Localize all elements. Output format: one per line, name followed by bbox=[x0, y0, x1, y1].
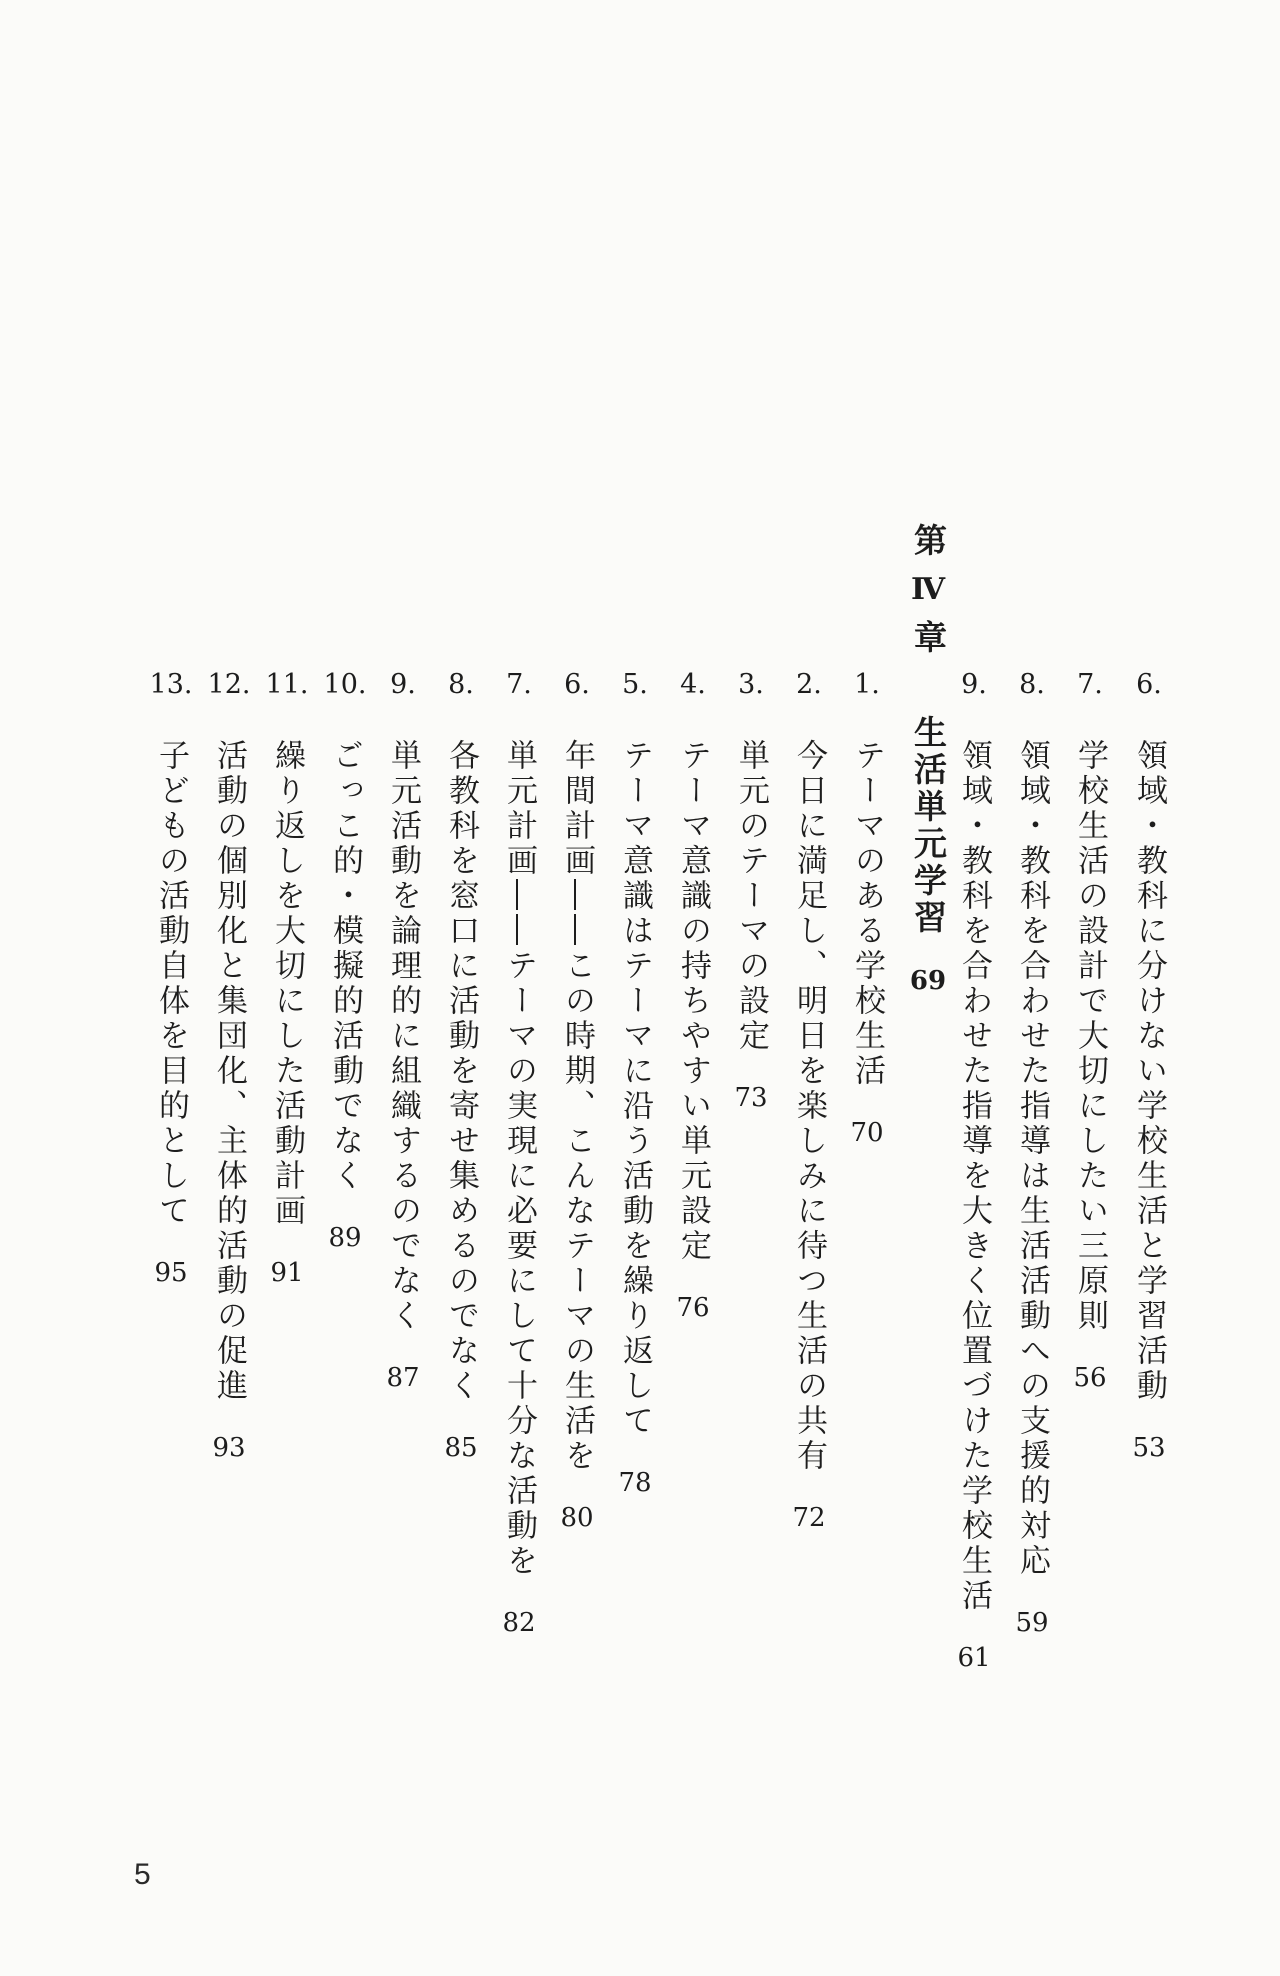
item-title: 繰り返しを大切にした活動計画 bbox=[269, 739, 305, 1229]
item-page: 59 bbox=[1015, 1608, 1049, 1638]
toc-item bbox=[722, 655, 782, 1955]
item-number: 6. bbox=[564, 669, 590, 700]
toc-item bbox=[1061, 655, 1121, 1955]
item-page: 53 bbox=[1132, 1433, 1166, 1463]
toc-item bbox=[664, 655, 724, 1955]
item-title: 活動の個別化と集団化、主体的活動の促進 bbox=[211, 739, 247, 1404]
item-page: 73 bbox=[734, 1083, 768, 1113]
item-number: 7. bbox=[1077, 669, 1103, 700]
toc-item bbox=[316, 655, 376, 1955]
toc-item bbox=[374, 655, 434, 1955]
toc-item bbox=[490, 655, 550, 1955]
item-page: 85 bbox=[444, 1433, 478, 1463]
item-page: 78 bbox=[618, 1468, 652, 1498]
item-page: 93 bbox=[212, 1433, 246, 1463]
item-title: 各教科を窓口に活動を寄せ集めるのでなく bbox=[443, 739, 479, 1404]
chapter-label: 第 bbox=[909, 523, 948, 560]
item-number: 9. bbox=[961, 669, 987, 700]
item-page: 72 bbox=[792, 1503, 826, 1533]
item-page: 82 bbox=[502, 1608, 536, 1638]
item-page: 91 bbox=[270, 1258, 304, 1288]
chapter-label: 章 bbox=[909, 620, 948, 657]
item-page: 56 bbox=[1073, 1363, 1107, 1393]
item-title: 領域・教科を合わせた指導は生活活動への支援的対応 bbox=[1014, 739, 1050, 1579]
item-title: テーマ意識はテーマに沿う活動を繰り返して bbox=[617, 739, 653, 1439]
toc-item bbox=[548, 655, 608, 1955]
chapter-roman-numeral: Ⅳ bbox=[910, 572, 946, 607]
item-page: 61 bbox=[957, 1643, 991, 1673]
item-number: 8. bbox=[448, 669, 474, 700]
item-number: 8. bbox=[1019, 669, 1045, 700]
toc-item bbox=[200, 655, 260, 1955]
item-number: 5. bbox=[622, 669, 648, 700]
item-number: 6. bbox=[1136, 669, 1162, 700]
item-title: ごっこ的・模擬的活動でなく bbox=[327, 739, 363, 1194]
item-number: 11. bbox=[265, 669, 309, 700]
item-title: 領域・教科を合わせた指導を大きく位置づけた学校生活 bbox=[956, 739, 992, 1614]
item-page: 76 bbox=[676, 1293, 710, 1323]
item-title: 今日に満足し、明日を楽しみに待つ生活の共有 bbox=[791, 739, 827, 1474]
toc-item bbox=[606, 655, 666, 1955]
item-title: 単元活動を論理的に組織するのでなく bbox=[385, 739, 421, 1334]
item-number: 1. bbox=[854, 669, 880, 700]
toc-item bbox=[838, 655, 898, 1955]
item-number: 9. bbox=[390, 669, 416, 700]
page-number: 5 bbox=[134, 1858, 151, 1891]
item-page: 95 bbox=[154, 1258, 188, 1288]
item-title: 学校生活の設計で大切にしたい三原則 bbox=[1072, 739, 1108, 1334]
item-title: テーマのある学校生活 bbox=[849, 739, 885, 1089]
item-number: 4. bbox=[680, 669, 706, 700]
item-number: 10. bbox=[323, 669, 367, 700]
item-title: テーマ意識の持ちやすい単元設定 bbox=[675, 739, 711, 1264]
toc-item bbox=[1003, 655, 1063, 1955]
item-page: 70 bbox=[850, 1118, 884, 1148]
item-page: 80 bbox=[560, 1503, 594, 1533]
chapter-page: 69 bbox=[909, 966, 947, 996]
item-page: 89 bbox=[328, 1223, 362, 1253]
item-number: 3. bbox=[738, 669, 764, 700]
toc-item bbox=[780, 655, 840, 1955]
item-title: 年間計画――この時期、こんなテーマの生活を bbox=[559, 739, 595, 1474]
item-title: 単元計画――テーマの実現に必要にして十分な活動を bbox=[501, 739, 537, 1579]
item-title: 子どもの活動自体を目的として bbox=[153, 739, 189, 1229]
toc-item bbox=[142, 655, 202, 1955]
item-number: 12. bbox=[207, 669, 251, 700]
chapter-heading bbox=[898, 523, 958, 1011]
item-number: 2. bbox=[796, 669, 822, 700]
chapter-title: 生活単元学習 bbox=[909, 715, 948, 937]
toc-item bbox=[432, 655, 492, 1955]
item-title: 領域・教科に分けない学校生活と学習活動 bbox=[1131, 739, 1167, 1404]
item-number: 7. bbox=[506, 669, 532, 700]
item-number: 13. bbox=[149, 669, 193, 700]
toc-item bbox=[258, 655, 318, 1955]
item-page: 87 bbox=[386, 1363, 420, 1393]
item-title: 単元のテーマの設定 bbox=[733, 739, 769, 1054]
toc-item bbox=[1120, 655, 1180, 1955]
